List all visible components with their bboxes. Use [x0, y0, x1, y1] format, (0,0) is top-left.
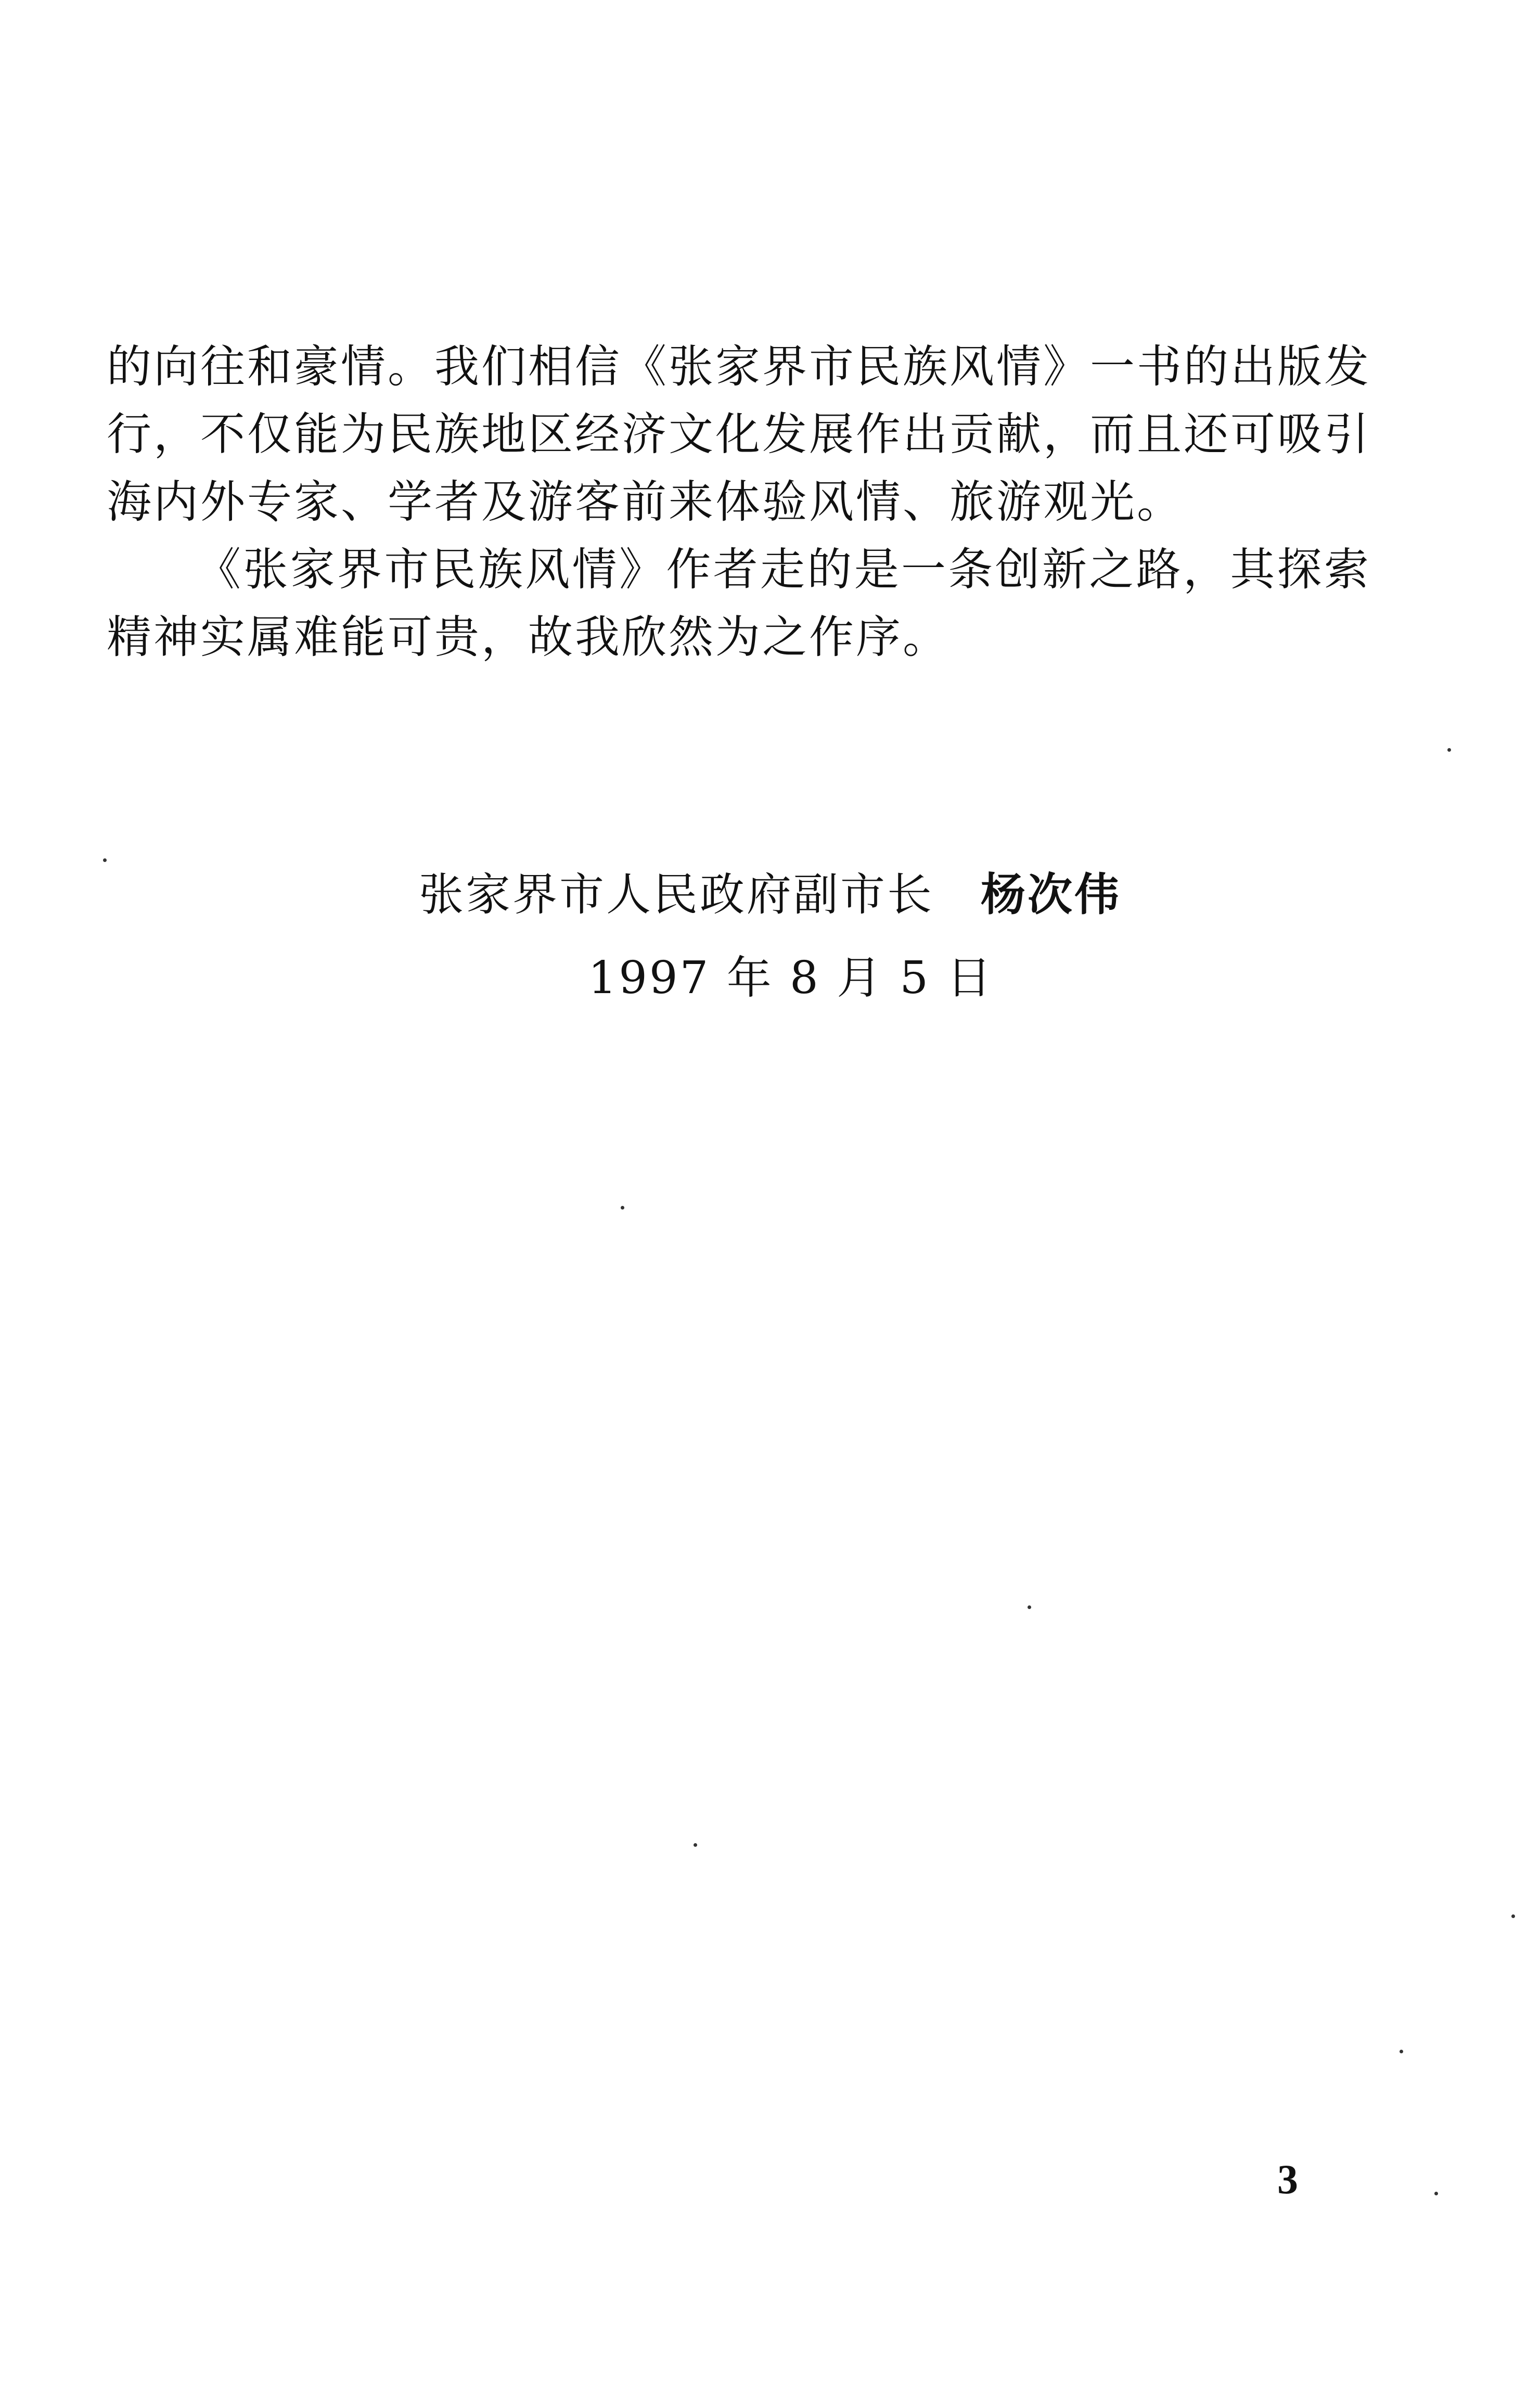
signature-block	[0, 858, 1540, 1014]
scan-speck	[1511, 1914, 1515, 1918]
scan-speck	[1447, 748, 1451, 752]
signature-line	[0, 858, 1540, 931]
signatory-title: 张家界市人民政府副市长	[419, 869, 934, 921]
signature-date: 1997 年 8 月 5 日	[588, 952, 994, 1004]
page-number: 3	[1277, 2157, 1298, 2203]
preface-body	[107, 333, 1371, 671]
paragraph-closing: 《张家界市民族风情》作者走的是一条创新之路，其探索精神实属难能可贵，故我欣然为之作序。	[107, 544, 1371, 663]
paragraph-continuation: 的向往和豪情。我们相信《张家界市民族风情》一书的出版发行，不仅能为民族地区经济文化发展作出贡献，而且还可吸引海内外专家、学者及游客前来体验风情、旅游观光。	[107, 341, 1371, 528]
scan-speck	[1434, 2192, 1438, 2195]
scan-speck	[1400, 2050, 1403, 2053]
scan-speck	[621, 1206, 624, 1210]
scan-speck	[694, 1843, 697, 1847]
scan-speck	[103, 858, 107, 862]
scan-speck	[1028, 1605, 1031, 1609]
signatory-name: 杨次伟	[981, 868, 1121, 921]
